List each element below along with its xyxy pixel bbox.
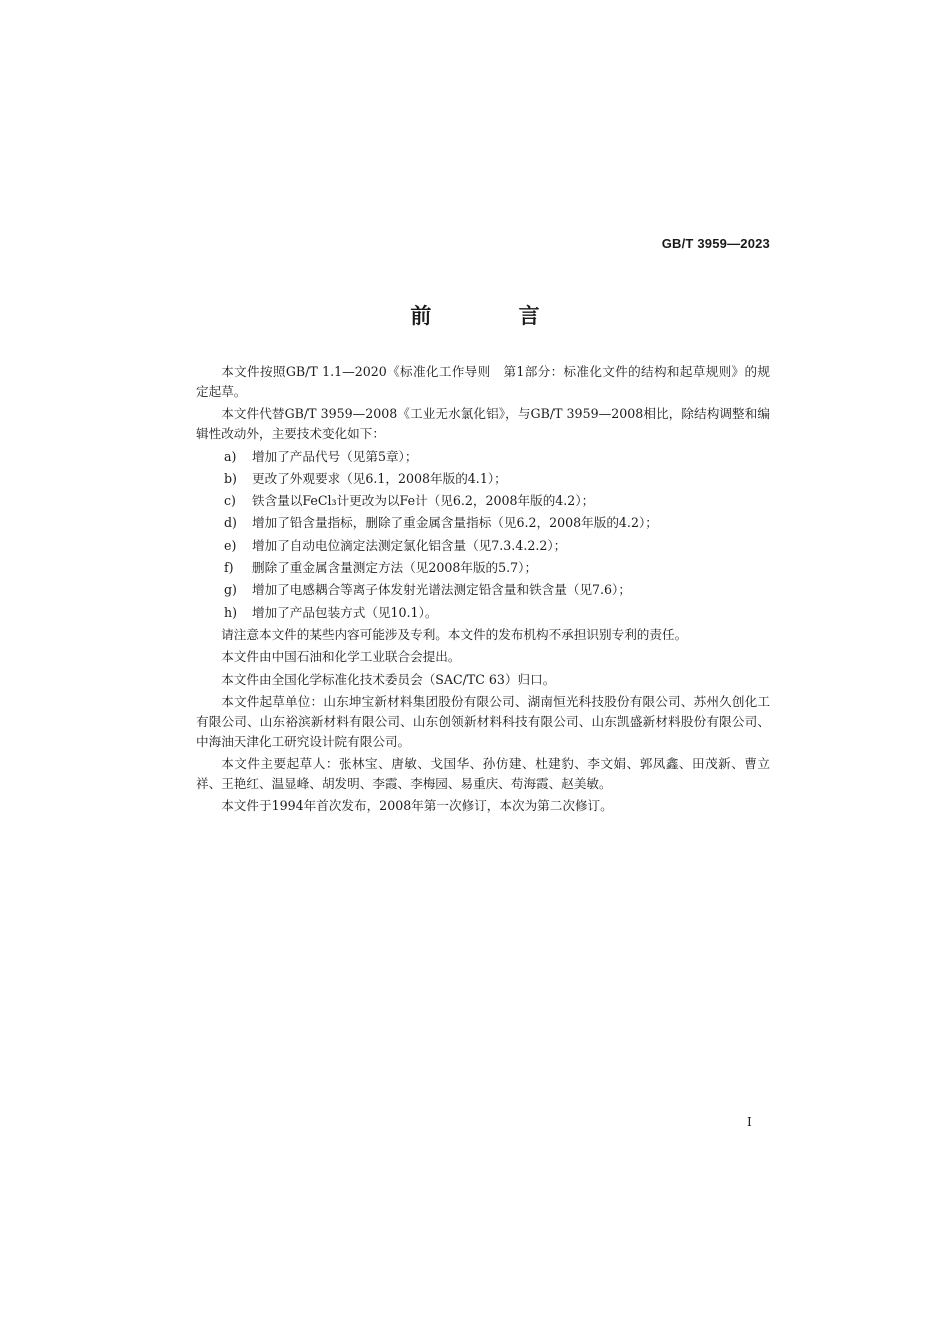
list-item xyxy=(196,491,770,511)
paragraph-replacement: 本文件代替GB/T 3959—2008《工业无水氯化铝》，与GB/T 3959—2008相比，除结构调整和编辑性改动外，主要技术变化如下： xyxy=(196,406,770,442)
foreword-body xyxy=(196,362,770,819)
list-item-text: 删除了重金属含量测定方法（见2008年版的5.7）； xyxy=(252,560,538,576)
changes-list xyxy=(196,447,770,623)
paragraph-patent-notice: 请注意本文件的某些内容可能涉及专利。本文件的发布机构不承担识别专利的责任。 xyxy=(221,626,688,642)
list-marker: d) xyxy=(224,515,237,531)
paragraph-proposer: 本文件由中国石油和化学工业联合会提出。 xyxy=(221,649,461,665)
paragraph-committee: 本文件由全国化学标准化技术委员会（SAC/TC 63）归口。 xyxy=(221,671,556,687)
list-marker: f) xyxy=(224,560,234,576)
list-item-text: 更改了外观要求（见6.1，2008年版的4.1）； xyxy=(252,470,507,486)
list-item-text: 增加了电感耦合等离子体发射光谱法测定铅含量和铁含量（见7.6）； xyxy=(252,582,631,598)
page-number: I xyxy=(747,1115,752,1129)
list-item-text: 增加了自动电位滴定法测定氯化铝含量（见7.3.4.2.2）； xyxy=(252,537,567,553)
list-marker: e) xyxy=(224,537,237,553)
paragraph-drafting-units: 本文件起草单位：山东坤宝新材料集团股份有限公司、湖南恒光科技股份有限公司、苏州久创化工有限公司、山东裕滨新材料有限公司、山东创领新材料科技有限公司、山东凯盛新材料股份有限公司、中海油天津化工研究设计院有限公司。 xyxy=(196,693,770,749)
list-marker: h) xyxy=(224,604,238,620)
list-marker: g) xyxy=(224,582,237,598)
paragraph-drafting-rules: 本文件按照GB/T 1.1—2020《标准化工作导则 第1部分：标准化文件的结构和起草规则》的规定起草。 xyxy=(196,364,770,399)
paragraph-drafters: 本文件主要起草人：张林宝、唐敏、戈国华、孙仿建、杜建豹、李文娟、郭凤鑫、田茂新、曹立祥、王艳红、温显峰、胡发明、李霞、李梅园、易重庆、苟海霞、赵美敏。 xyxy=(196,756,770,792)
list-item xyxy=(196,603,770,623)
list-marker: c) xyxy=(224,493,236,509)
list-marker: b) xyxy=(224,470,237,486)
list-item xyxy=(196,469,770,489)
list-item xyxy=(196,447,770,467)
list-item xyxy=(196,558,770,578)
paragraph-history: 本文件于1994年首次发布，2008年第一次修订，本次为第二次修订。 xyxy=(221,798,613,814)
list-item-text: 增加了产品代号（见第5章）； xyxy=(252,448,418,464)
standard-code: GB/T 3959—2023 xyxy=(661,236,770,251)
list-item xyxy=(196,536,770,556)
list-item xyxy=(196,580,770,600)
list-marker: a) xyxy=(224,448,237,464)
list-item-text: 增加了产品包装方式（见10.1）。 xyxy=(252,604,438,620)
list-item-text: 增加了铅含量指标，删除了重金属含量指标（见6.2，2008年版的4.2）； xyxy=(252,515,658,531)
page-title: 前 言 xyxy=(410,303,580,328)
list-item-text: 铁含量以FeCl₃计更改为以Fe计（见6.2，2008年版的4.2）； xyxy=(252,493,595,509)
list-item xyxy=(196,513,770,533)
